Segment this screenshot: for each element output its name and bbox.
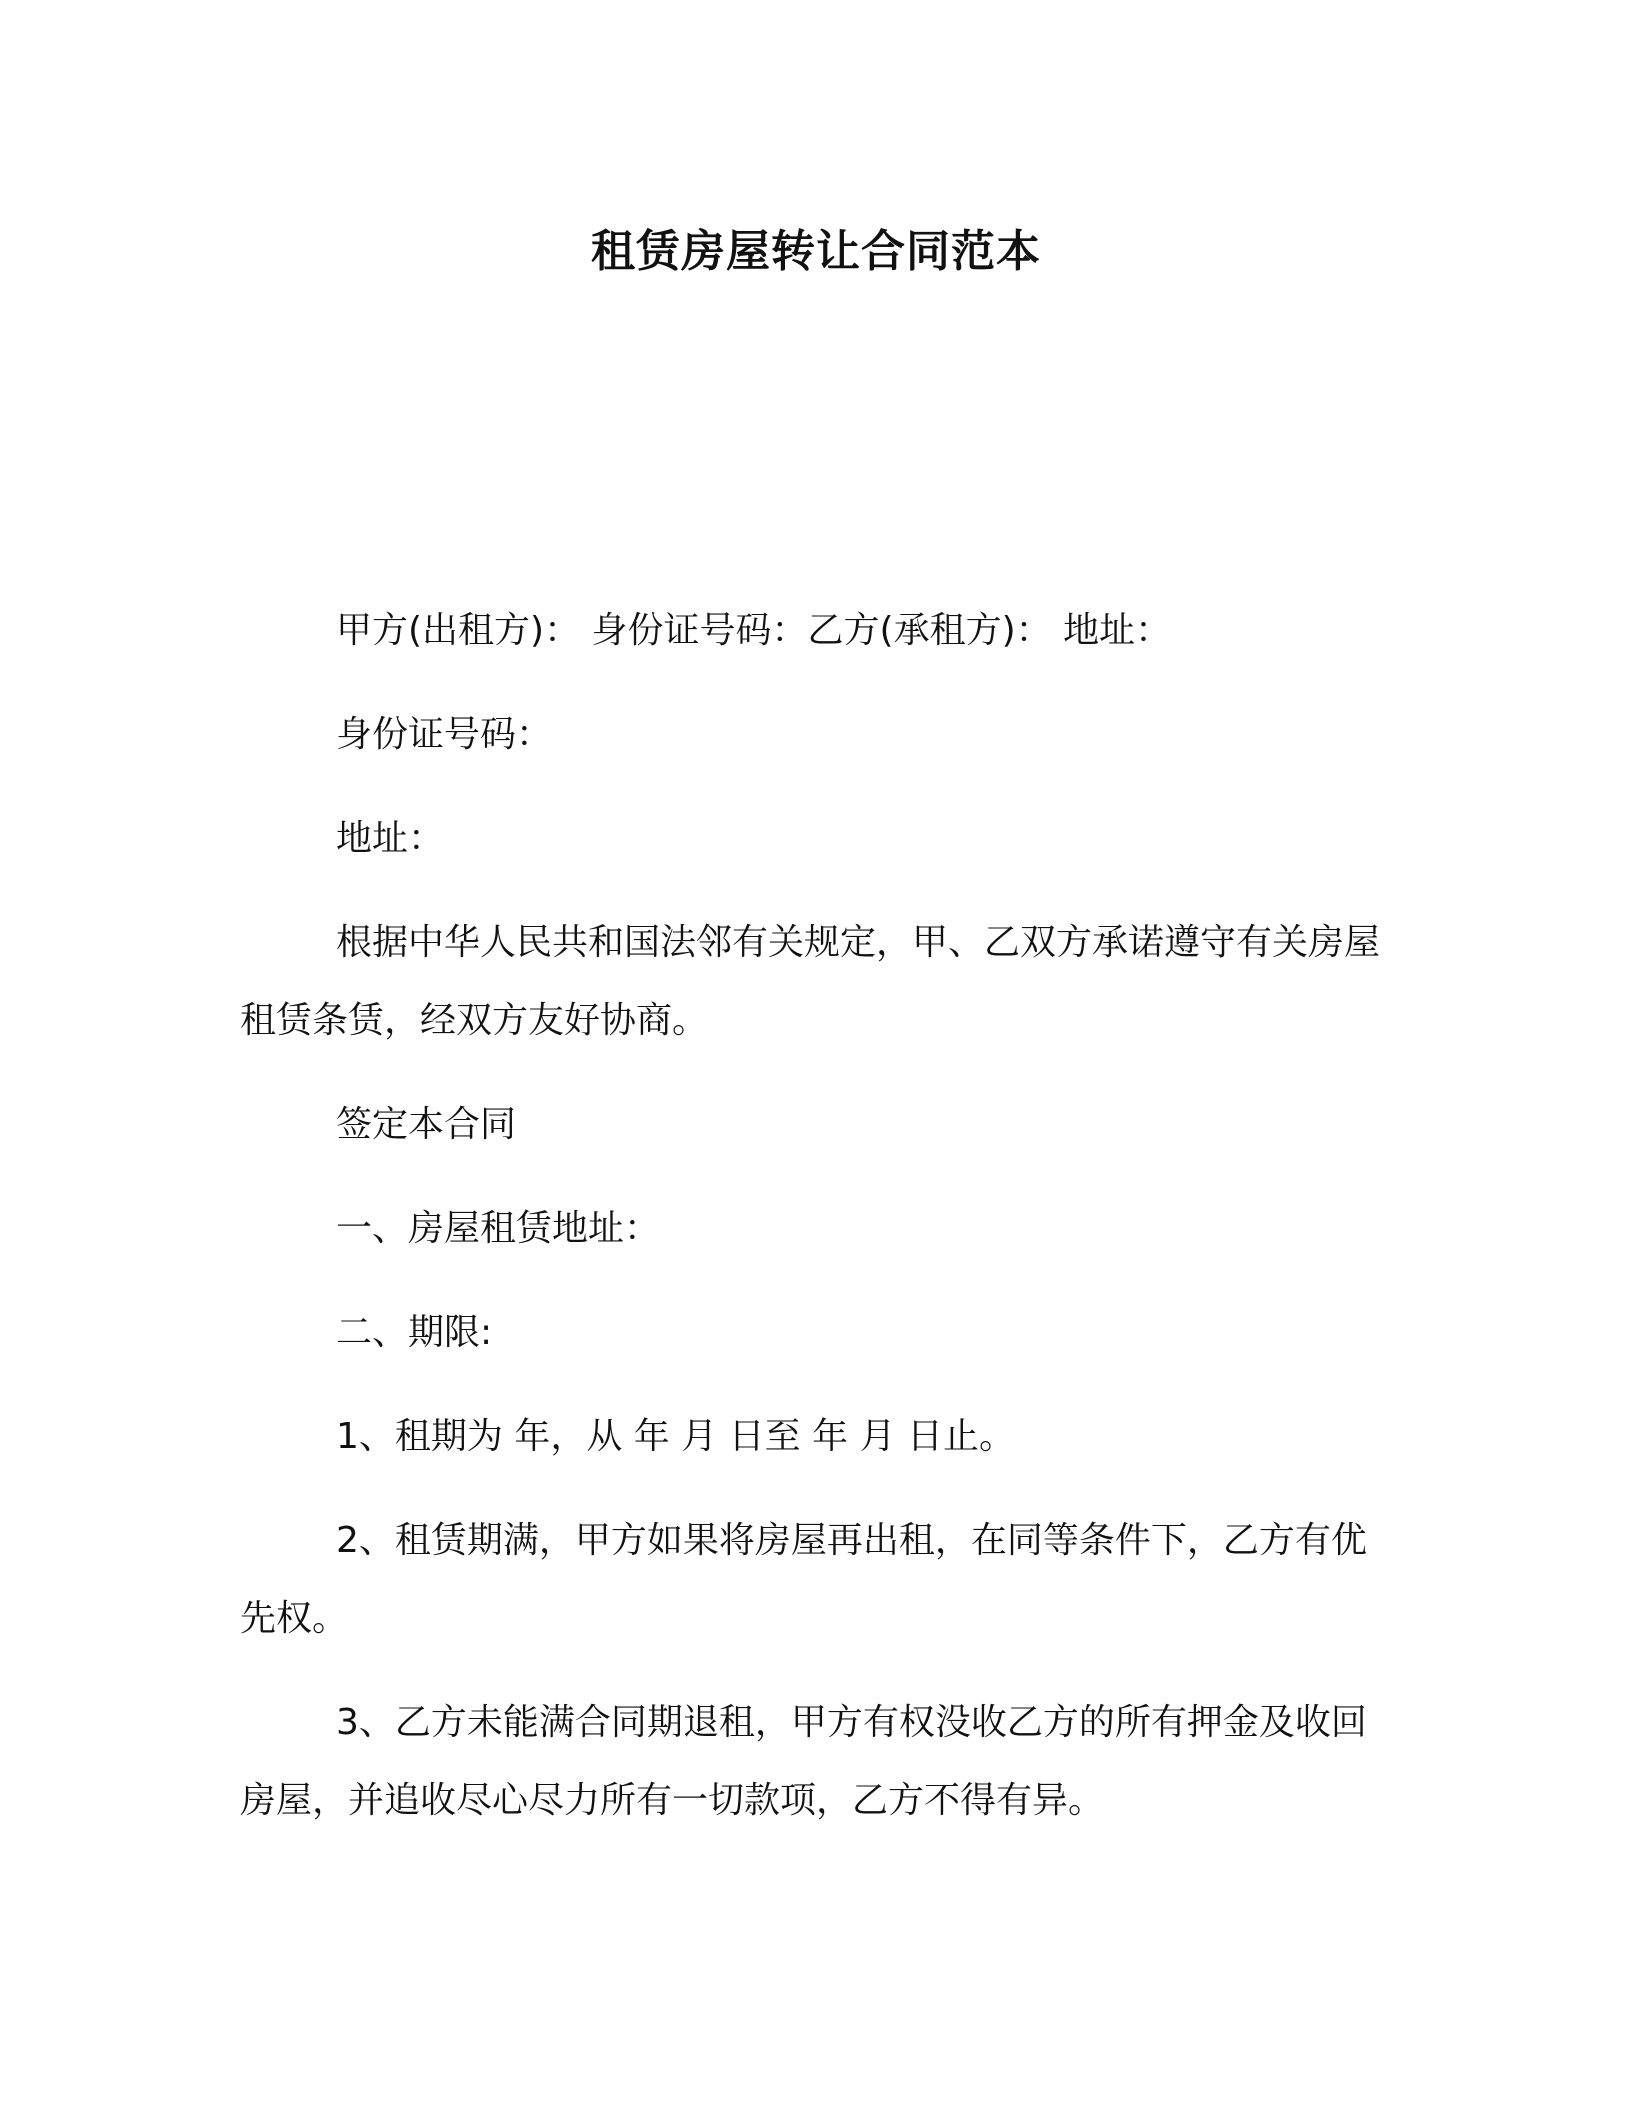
document-body: [240, 592, 1390, 1866]
paragraph-parties: 甲方(出租方)： 身份证号码：乙方(承租方)： 地址：: [336, 610, 1172, 651]
document-title: 租赁房屋转让合同范本: [591, 226, 1041, 277]
clause-2-item-2: 2、租赁期满，甲方如果将房屋再出租，在同等条件下，乙方有优先权。: [240, 1520, 1367, 1639]
clause-2-item-3: 3、乙方未能满合同期退租，甲方有权没收乙方的所有押金及收回房屋，并追收尽心尽力所有一切款项，乙方不得有异。: [240, 1702, 1367, 1821]
clause-2-item-1: 1、租期为 年，从 年 月 日至 年 月 日止。: [336, 1416, 1016, 1457]
clause-2-term: 二、期限:: [336, 1312, 493, 1353]
paragraph-sign-contract: 签定本合同: [336, 1104, 517, 1145]
paragraph-preamble: 根据中华人民共和国法邻有关规定，甲、乙双方承诺遵守有关房屋租赁条赁，经双方友好协商。: [240, 922, 1381, 1041]
clause-1-address: 一、房屋租赁地址：: [336, 1208, 661, 1249]
paragraph-id-number: 身份证号码：: [336, 714, 553, 755]
paragraph-address: 地址：: [336, 818, 445, 859]
